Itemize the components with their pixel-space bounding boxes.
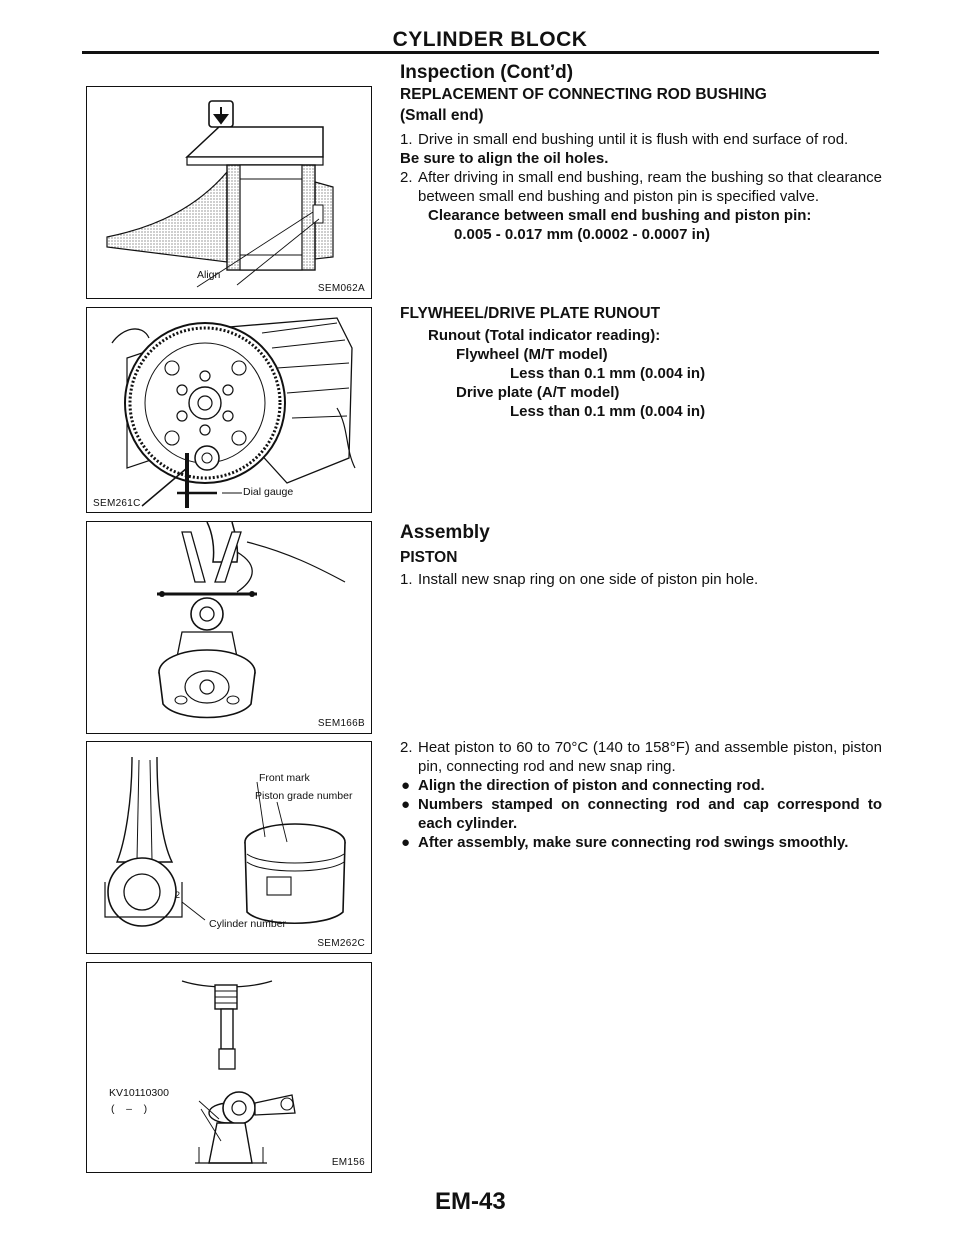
inspection-section (400, 62, 882, 244)
piston-step-1 (400, 570, 882, 589)
step-text: Install new snap ring on one side of piston pin hole. (418, 571, 759, 588)
flywheel-section (400, 303, 882, 421)
figure-piston-assembly (86, 741, 372, 954)
page-number: EM-43 (435, 1188, 506, 1215)
bullet-text: Align the direction of piston and connecting rod. (418, 777, 765, 794)
assembly-heading: Assembly (400, 522, 490, 543)
press-tool-illustration (87, 963, 370, 1171)
step-number: 2. (400, 739, 413, 756)
label-align: Align (197, 269, 221, 281)
flywheel-label: Flywheel (M/T model) (456, 346, 608, 363)
figure-snap-ring (86, 521, 372, 734)
bushing-subheading: (Small end) (400, 107, 484, 124)
label-cylinder-number: Cylinder number (209, 918, 287, 930)
bushing-step-1 (400, 130, 882, 149)
step-text: Drive in small end bushing until it is flush with end surface of rod. (418, 131, 849, 148)
bullet-icon: ● (401, 796, 411, 813)
drive-plate-value: Less than 0.1 mm (0.004 in) (510, 403, 706, 420)
figure-code: SEM261C (93, 498, 141, 509)
step-number: 1. (400, 131, 413, 148)
flywheel-value: Less than 0.1 mm (0.004 in) (510, 365, 706, 382)
bushing-note: Be sure to align the oil holes. (400, 150, 609, 167)
piston-heading: PISTON (400, 549, 458, 566)
figure-bushing-align (86, 86, 372, 299)
figure-flywheel-runout (86, 307, 372, 513)
bushing-step-2 (400, 168, 882, 206)
bullet-item (400, 776, 882, 795)
bushing-heading: REPLACEMENT OF CONNECTING ROD BUSHING (400, 86, 767, 103)
step-text: After driving in small end bushing, ream the bushing so that clearance between small end bushing and piston pin is specified valve. (418, 169, 882, 205)
figure-code: SEM262C (317, 938, 365, 949)
step-text: Heat piston to 60 to 70°C (140 to 158°F) and assemble piston, piston pin, connecting rod and new snap ring. (418, 739, 882, 775)
assembly-section (400, 522, 882, 589)
clearance-spec-value: 0.005 - 0.017 mm (0.0002 - 0.0007 in) (454, 226, 710, 243)
title-rule (82, 51, 879, 54)
snap-ring-illustration (87, 522, 370, 732)
label-dial-gauge: Dial gauge (243, 486, 294, 498)
assembly-step-2-section (400, 738, 882, 852)
page-title: CYLINDER BLOCK (392, 28, 588, 51)
label-piston-grade-number: Piston grade number (255, 790, 353, 802)
figure-code: SEM062A (317, 283, 365, 294)
step-number: 1. (400, 571, 413, 588)
svg-text:2: 2 (175, 890, 181, 900)
figure-code: EM156 (331, 1157, 365, 1168)
drive-plate-label: Drive plate (A/T model) (456, 384, 620, 401)
bullet-text: After assembly, make sure connecting rod swings smoothly. (418, 834, 849, 851)
flywheel-heading: FLYWHEEL/DRIVE PLATE RUNOUT (400, 305, 661, 322)
bullet-icon: ● (401, 834, 411, 851)
flywheel-runout-illustration (87, 308, 370, 511)
bullet-item (400, 795, 882, 833)
piston-step-2 (400, 738, 882, 776)
label-tool-name: ( – ) (111, 1103, 148, 1115)
runout-label: Runout (Total indicator reading): (428, 327, 661, 344)
figure-code: SEM166B (317, 718, 365, 729)
figure-press-tool (86, 962, 372, 1173)
step-number: 2. (400, 169, 413, 186)
bullet-item (400, 833, 882, 852)
inspection-heading: Inspection (Cont’d) (400, 62, 574, 83)
clearance-spec-label: Clearance between small end bushing and piston pin: (428, 207, 812, 224)
label-tool-number: KV10110300 (109, 1087, 169, 1099)
bushing-align-illustration (87, 87, 370, 297)
bullet-icon: ● (401, 777, 411, 794)
label-front-mark: Front mark (259, 772, 310, 784)
bullet-text: Numbers stamped on connecting rod and cap correspond to each cylinder. (418, 796, 882, 832)
